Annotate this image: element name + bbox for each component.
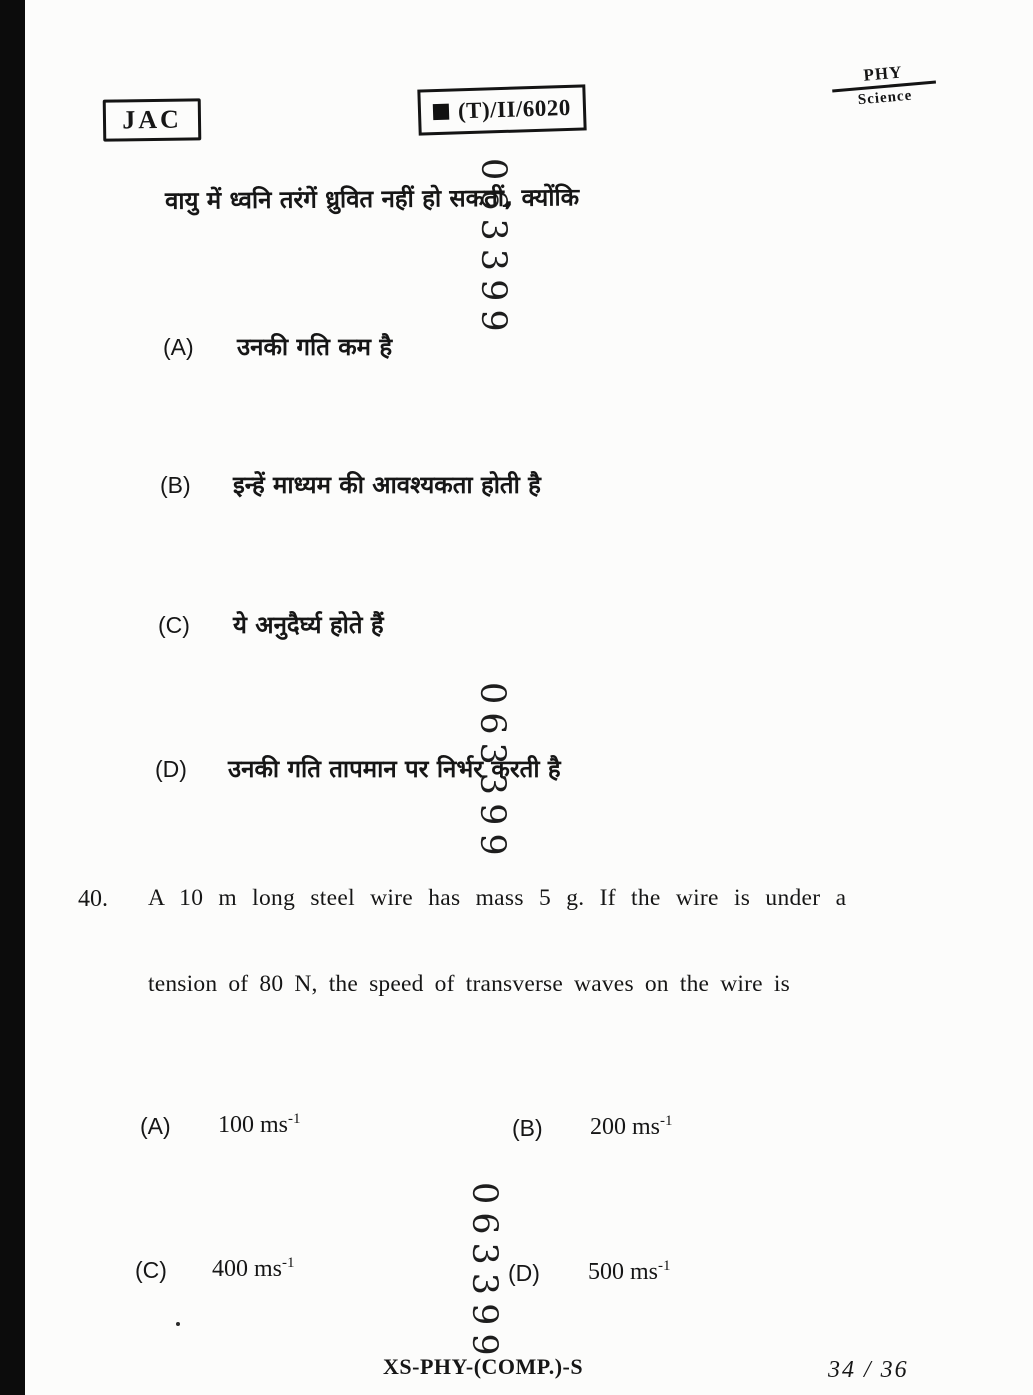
question-40-line2: tension of 80 N, the speed of transverse waves on the wire is (148, 971, 790, 997)
artifact-dot (176, 1322, 180, 1326)
footer-booklet-code: XS-PHY-(COMP.)-S (383, 1354, 584, 1379)
answer-a-exponent: -1 (288, 1111, 301, 1127)
answer-c-value (212, 1255, 295, 1283)
option-c-label: (C) (158, 612, 190, 638)
option-a-text: उनकी गति कम है (237, 333, 393, 361)
paper-code-stamp (417, 84, 586, 135)
left-scan-border (0, 0, 25, 1395)
subject-stamp (836, 60, 931, 111)
question-40-number: 40. (78, 886, 108, 912)
question-text-hindi: वायु में ध्वनि तरंगें ध्रुवित नहीं हो सकतीं, क्योंकि (164, 183, 580, 215)
subject-stamp-line1: PHY (862, 62, 904, 85)
option-a-label: (A) (163, 334, 194, 360)
option-b-text: इन्हें माध्यम की आवश्यकता होती है (233, 471, 541, 499)
answer-b-number: 200 ms (590, 1114, 661, 1140)
jac-stamp-label: JAC (122, 104, 182, 135)
serial-watermark-number: 063399 (472, 682, 512, 864)
answer-b-label: (B) (512, 1115, 543, 1141)
answer-c-label: (C) (135, 1257, 167, 1283)
answer-b-exponent: -1 (660, 1113, 673, 1129)
answer-c-exponent: -1 (282, 1255, 295, 1271)
answer-d-number: 500 ms (588, 1259, 659, 1285)
footer-page-indicator: 34 / 36 (828, 1357, 909, 1383)
option-d-text: उनकी गति तापमान पर निर्भर करती है (228, 755, 561, 783)
paper-code-label: (T)/II/6020 (457, 94, 572, 124)
answer-c-number: 400 ms (212, 1256, 283, 1282)
answer-d-exponent: -1 (658, 1258, 671, 1274)
answer-a-label: (A) (140, 1113, 171, 1139)
serial-watermark-number: 063399 (473, 158, 513, 340)
subject-stamp-line2: Science (857, 87, 913, 109)
jac-board-stamp (103, 98, 202, 141)
option-c-text: ये अनुदैर्घ्य होते हैं (233, 611, 384, 639)
serial-watermark-number: 063399 (464, 1182, 504, 1364)
answer-a-number: 100 ms (218, 1112, 289, 1138)
option-d-label: (D) (155, 756, 187, 782)
answer-d-label: (D) (508, 1260, 540, 1286)
answer-a-value (218, 1111, 301, 1139)
answer-d-value (588, 1258, 671, 1286)
question-40-line1: A 10 m long steel wire has mass 5 g. If the wire is under a (148, 885, 847, 911)
option-b-label: (B) (160, 472, 191, 498)
answer-b-value (590, 1113, 673, 1141)
filled-square-icon (433, 104, 449, 120)
